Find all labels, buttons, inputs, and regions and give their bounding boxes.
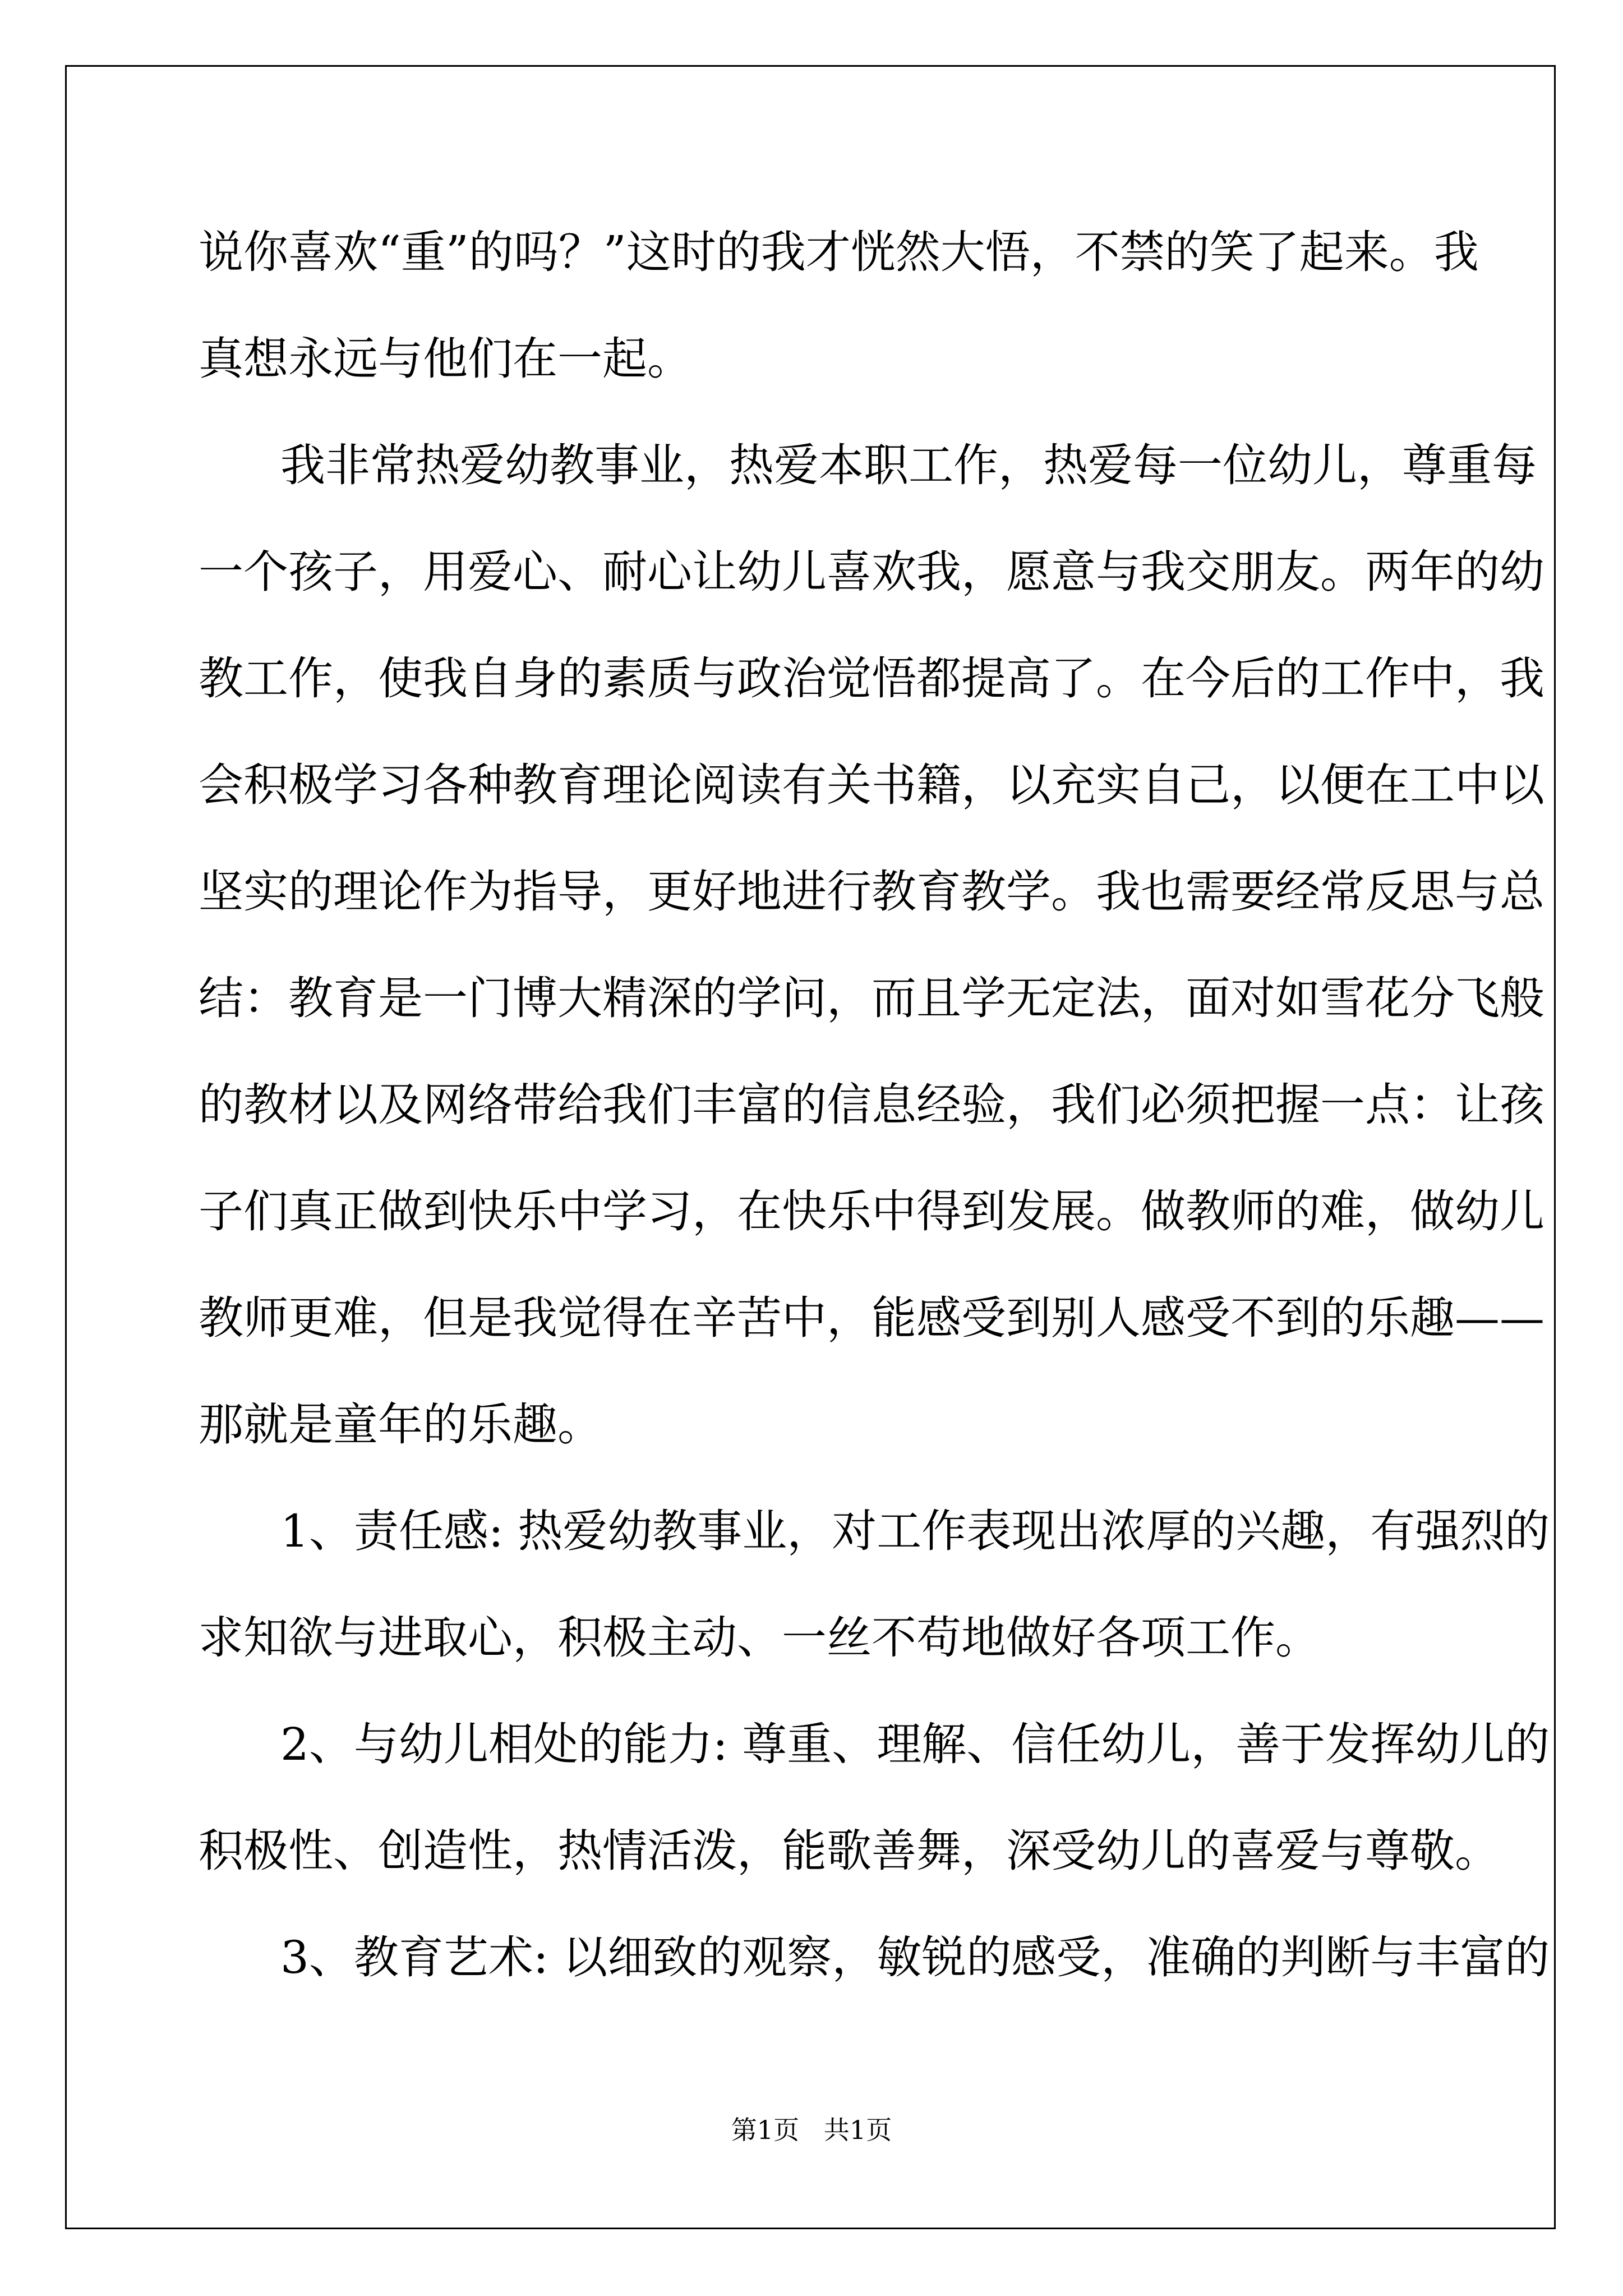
text-line: 说你喜欢“重”的吗？”这时的我才恍然大悟，不禁的笑了起来。我 <box>199 226 1479 278</box>
text-line: 一个孩子，用爱心、耐心让幼儿喜欢我，愿意与我交朋友。两年的幼 <box>199 546 1544 598</box>
text-line: 2、与幼儿相处的能力: 尊重、理解、信任幼儿，善于发挥幼儿的 <box>280 1718 1550 1770</box>
text-line: 坚实的理论作为指导，更好地进行教育教学。我也需要经常反思与总 <box>199 866 1544 918</box>
text-line: 我非常热爱幼教事业，热爱本职工作，热爱每一位幼儿，尊重每 <box>280 439 1537 491</box>
text-line: 1、责任感: 热爱幼教事业，对工作表现出浓厚的兴趣，有强烈的 <box>280 1505 1550 1557</box>
text-line: 子们真正做到快乐中学习，在快乐中得到发展。做教师的难，做幼儿 <box>199 1185 1544 1237</box>
text-line: 的教材以及网络带给我们丰富的信息经验，我们必须把握一点：让孩 <box>199 1079 1544 1131</box>
page-footer: 第1页 共1页 <box>731 2115 892 2145</box>
text-line: 教师更难，但是我觉得在辛苦中，能感受到别人感受不到的乐趣—— <box>199 1292 1544 1344</box>
text-line: 3、教育艺术: 以细致的观察，敏锐的感受，准确的判断与丰富的 <box>280 1931 1550 1984</box>
text-line: 会积极学习各种教育理论阅读有关书籍，以充实自己，以便在工中以 <box>199 759 1544 811</box>
text-line: 结：教育是一门博大精深的学问，而且学无定法，面对如雪花分飞般 <box>199 972 1544 1024</box>
text-line: 求知欲与进取心，积极主动、一丝不苟地做好各项工作。 <box>199 1612 1320 1664</box>
text-line: 那就是童年的乐趣。 <box>199 1398 602 1451</box>
text-line: 真想永远与他们在一起。 <box>199 333 692 385</box>
text-line: 教工作，使我自身的素质与政治觉悟都提高了。在今后的工作中，我 <box>199 652 1544 705</box>
text-line: 积极性、创造性，热情活泼，能歌善舞，深受幼儿的喜爱与尊敬。 <box>199 1825 1500 1877</box>
